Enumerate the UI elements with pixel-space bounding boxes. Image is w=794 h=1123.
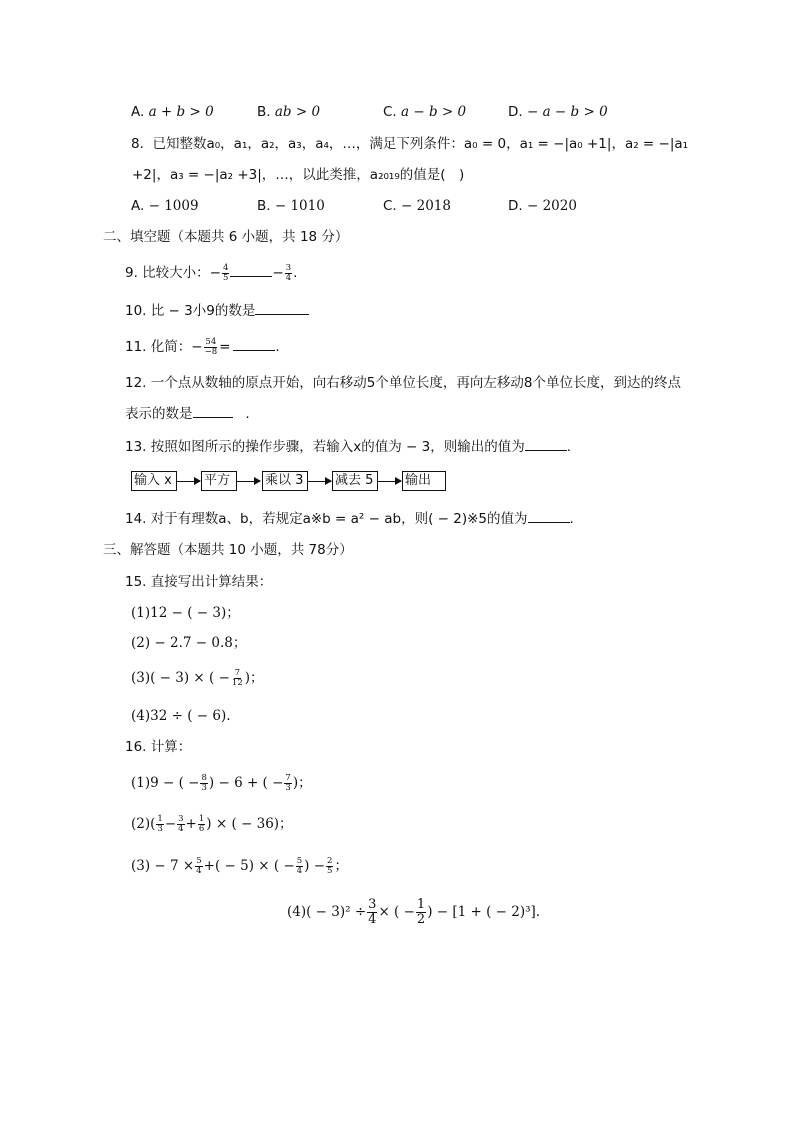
q12-line-2: 表示的数是 .: [125, 403, 250, 424]
q16-part-4: (4)( − 3)² ÷ $\frac{3}{4}$ × ( − $\frac{1}{2}$ ) − [1 + ( − 2)³].: [287, 897, 541, 927]
q15-part-3: (3)( − 3) × ( − $\frac{7}{12}$ )；: [131, 668, 264, 688]
q12-line-1: 12. 一个点从数轴的原点开始，向右移动5个单位长度，再向左移动8个单位长度，到达的终点: [125, 375, 681, 391]
q16-p4-fraction-1: $\frac{3}{4}$: [368, 897, 377, 927]
q16-p1-fraction-2: $\frac{7}{3}$: [285, 773, 291, 793]
q10-answer-blank[interactable]: [255, 300, 309, 315]
q8-line-1: 8. 已知整数a₀，a₁，a₂，a₃，a₄，…，满足下列条件：a₀ = 0，a₁ = −|a₀ +1|，a₂ = −|a₁: [131, 136, 689, 152]
q16-p1-fraction-1: $\frac{8}{3}$: [201, 773, 207, 793]
q9-answer-blank[interactable]: [230, 262, 272, 277]
q15-p3-fraction: $\frac{7}{12}$: [231, 668, 243, 688]
q8-line-2: +2|，a₃ = −|a₂ +3|，…，以此类推，a₂₀₁₉的值是( ): [132, 167, 465, 183]
q9: 9. 比较大小：− $\frac{4}{5}$ − $\frac{3}{4}$ .: [125, 262, 298, 283]
q9-fraction-2: $\frac{3}{4}$: [285, 262, 292, 283]
q7-option-d: D. − a − b > 0: [508, 104, 608, 120]
flow-arrow-4: [377, 481, 401, 482]
q16-p3-fraction-1: $\frac{5}{4}$: [196, 856, 202, 876]
q7-option-c: C. a − b > 0: [383, 104, 467, 120]
q14: 14. 对于有理数a、b，若规定a※b = a² − ab，则( − 2)※5的值为 .: [125, 508, 574, 529]
q16-part-1: (1)9 − ( − $\frac{8}{3}$ ) − 6 + ( − $\frac{7}{3}$ )；: [131, 773, 312, 793]
q8-option-a: A. − 1009: [131, 198, 199, 214]
q7-option-a: A. a + b > 0: [131, 104, 214, 120]
flow-arrow-1: [176, 481, 200, 482]
q16-p3-fraction-2: $\frac{5}{4}$: [296, 856, 303, 876]
flow-box-subtract: 减去 5: [332, 471, 378, 491]
q16-p2-fraction-1: $\frac{1}{3}$: [157, 814, 163, 834]
q15-part-2: (2) − 2.7 − 0.8；: [131, 635, 247, 651]
q11-answer-blank[interactable]: [233, 336, 275, 351]
q9-fraction-1: $\frac{4}{5}$: [222, 262, 229, 283]
q14-answer-blank[interactable]: [528, 508, 570, 523]
q15-part-4: (4)32 ÷ ( − 6).: [131, 708, 231, 724]
flow-box-multiply: 乘以 3: [262, 471, 308, 491]
q10: 10. 比 − 3小9的数是: [125, 300, 309, 321]
q12-answer-blank[interactable]: [193, 403, 233, 418]
section-3-title: 三、解答题（本题共 10 小题，共 78分）: [103, 542, 353, 558]
flow-box-input: 输入 x: [131, 471, 177, 491]
flow-box-output: 输出: [402, 471, 446, 491]
q13: 13. 按照如图所示的操作步骤，若输入x的值为 − 3，则输出的值为 .: [125, 436, 571, 457]
q16-part-2: (2)( $\frac{1}{3}$ − $\frac{3}{4}$ + $\frac{1}{6}$ ) × ( − 36)；: [131, 814, 293, 834]
flow-box-square: 平方: [201, 471, 237, 491]
section-2-title: 二、填空题（本题共 6 小题，共 18 分）: [103, 229, 349, 245]
q11: 11. 化简：− $\frac{54}{-8}$ = .: [125, 336, 280, 357]
flow-arrow-3: [307, 481, 331, 482]
q16-part-3: (3) − 7 × $\frac{5}{4}$ +( − 5) × ( − $\frac{5}{4}$ ) − $\frac{2}{5}$ ；: [131, 856, 348, 876]
q16-p4-fraction-2: $\frac{1}{2}$: [416, 897, 426, 927]
q7-option-b: B. ab > 0: [257, 104, 321, 120]
q16-p3-fraction-3: $\frac{2}{5}$: [327, 856, 333, 876]
q11-fraction: $\frac{54}{-8}$: [204, 336, 218, 357]
q8-option-d: D. − 2020: [508, 198, 577, 214]
q8-option-b: B. − 1010: [257, 198, 325, 214]
q15-title: 15. 直接写出计算结果：: [125, 574, 273, 590]
q16-p2-fraction-2: $\frac{3}{4}$: [178, 814, 184, 834]
q13-answer-blank[interactable]: [525, 436, 567, 451]
q16-title: 16. 计算：: [125, 739, 192, 755]
q8-option-c: C. − 2018: [383, 198, 451, 214]
q16-p2-fraction-3: $\frac{1}{6}$: [198, 814, 205, 834]
q15-part-1: (1)12 − ( − 3)；: [131, 605, 240, 621]
flow-arrow-2: [236, 481, 260, 482]
